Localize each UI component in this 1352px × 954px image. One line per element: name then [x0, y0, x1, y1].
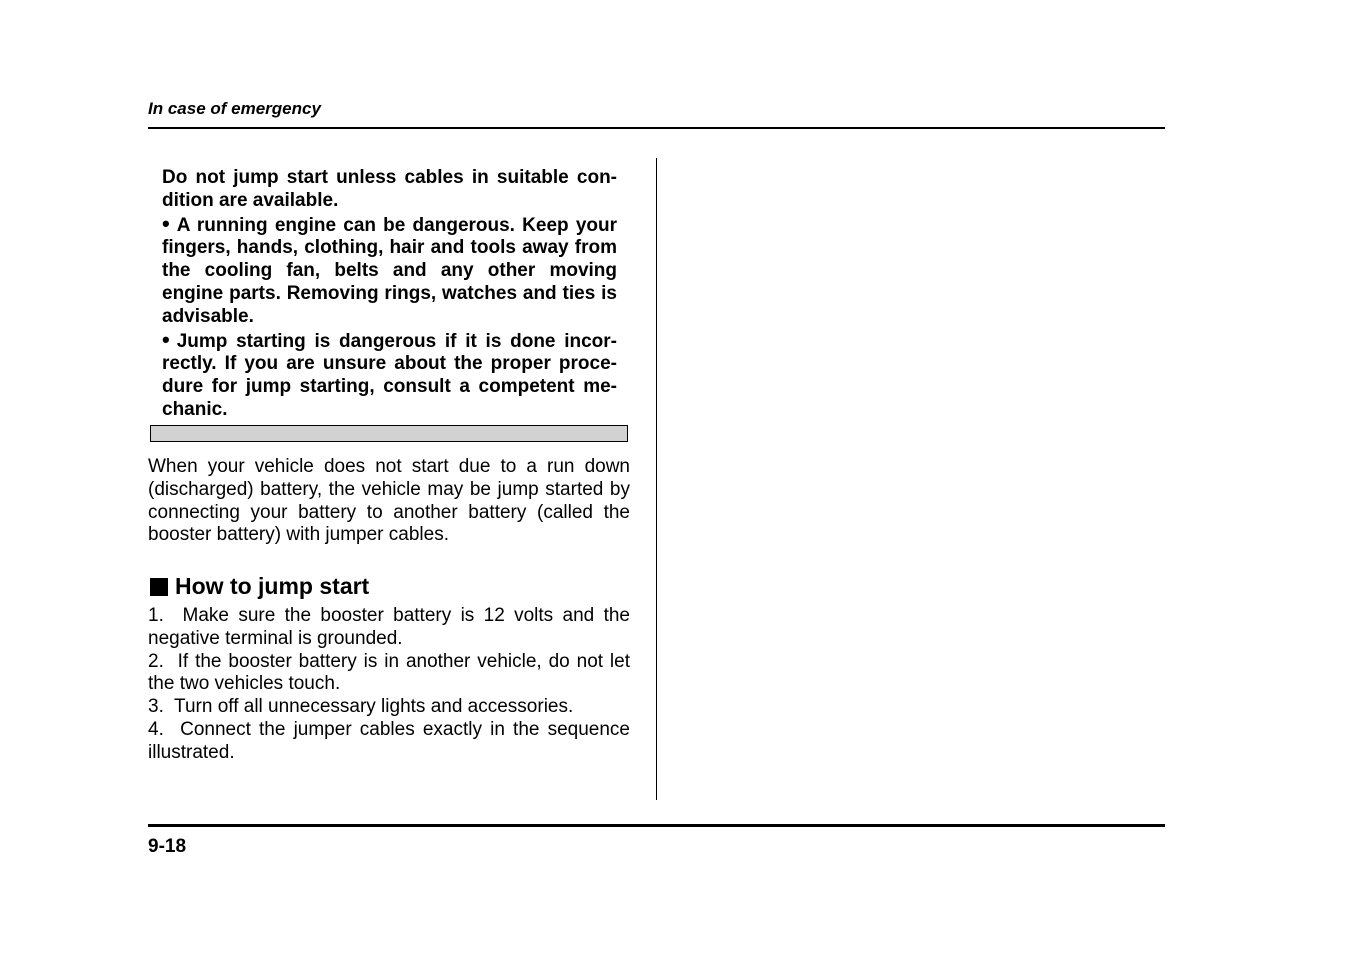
- square-bullet-icon: [150, 578, 168, 596]
- list-item: 4. Connect the jumper cables exactly in the sequence illustrated.: [148, 718, 630, 763]
- page-number: 9-18: [148, 836, 187, 857]
- list-item: 2. If the booster battery is in another vehicle, do not let the two vehicles touch.: [148, 650, 630, 695]
- running-header: In case of emergency: [148, 99, 321, 118]
- column-divider: [656, 158, 657, 800]
- warning-end-bar: [150, 425, 628, 442]
- warning-box: [162, 167, 617, 422]
- footer-rule: [148, 824, 1165, 827]
- header-rule: [148, 127, 1165, 129]
- steps-list: [148, 605, 630, 765]
- warning-bullet-item: • Jump starting is dangerous if it is done incorrectly. If you are unsure about the proper procedure for jump starting, consult a competent mechanic.: [162, 329, 617, 422]
- intro-paragraph: When your vehicle does not start due to a run down (discharged) battery, the vehicle may be jump started by connecting your battery to another battery (called the booster battery) with jumper cables.: [148, 456, 630, 546]
- list-item: 1. Make sure the booster battery is 12 volts and the negative terminal is grounded.: [148, 605, 630, 649]
- section-heading: [150, 573, 369, 600]
- warning-bullet-item: • A running engine can be dangerous. Keep your fingers, hands, clothing, hair and tools away from the cooling fan, belts and any other moving engine parts. Removing rings, watches and ties is advisable.: [162, 213, 617, 329]
- section-heading-text: How to jump start: [175, 573, 370, 599]
- warning-paragraph: Do not jump start unless cables in suitable condition are available.: [162, 167, 617, 211]
- list-item: 3. Turn off all unnecessary lights and accessories.: [148, 696, 574, 718]
